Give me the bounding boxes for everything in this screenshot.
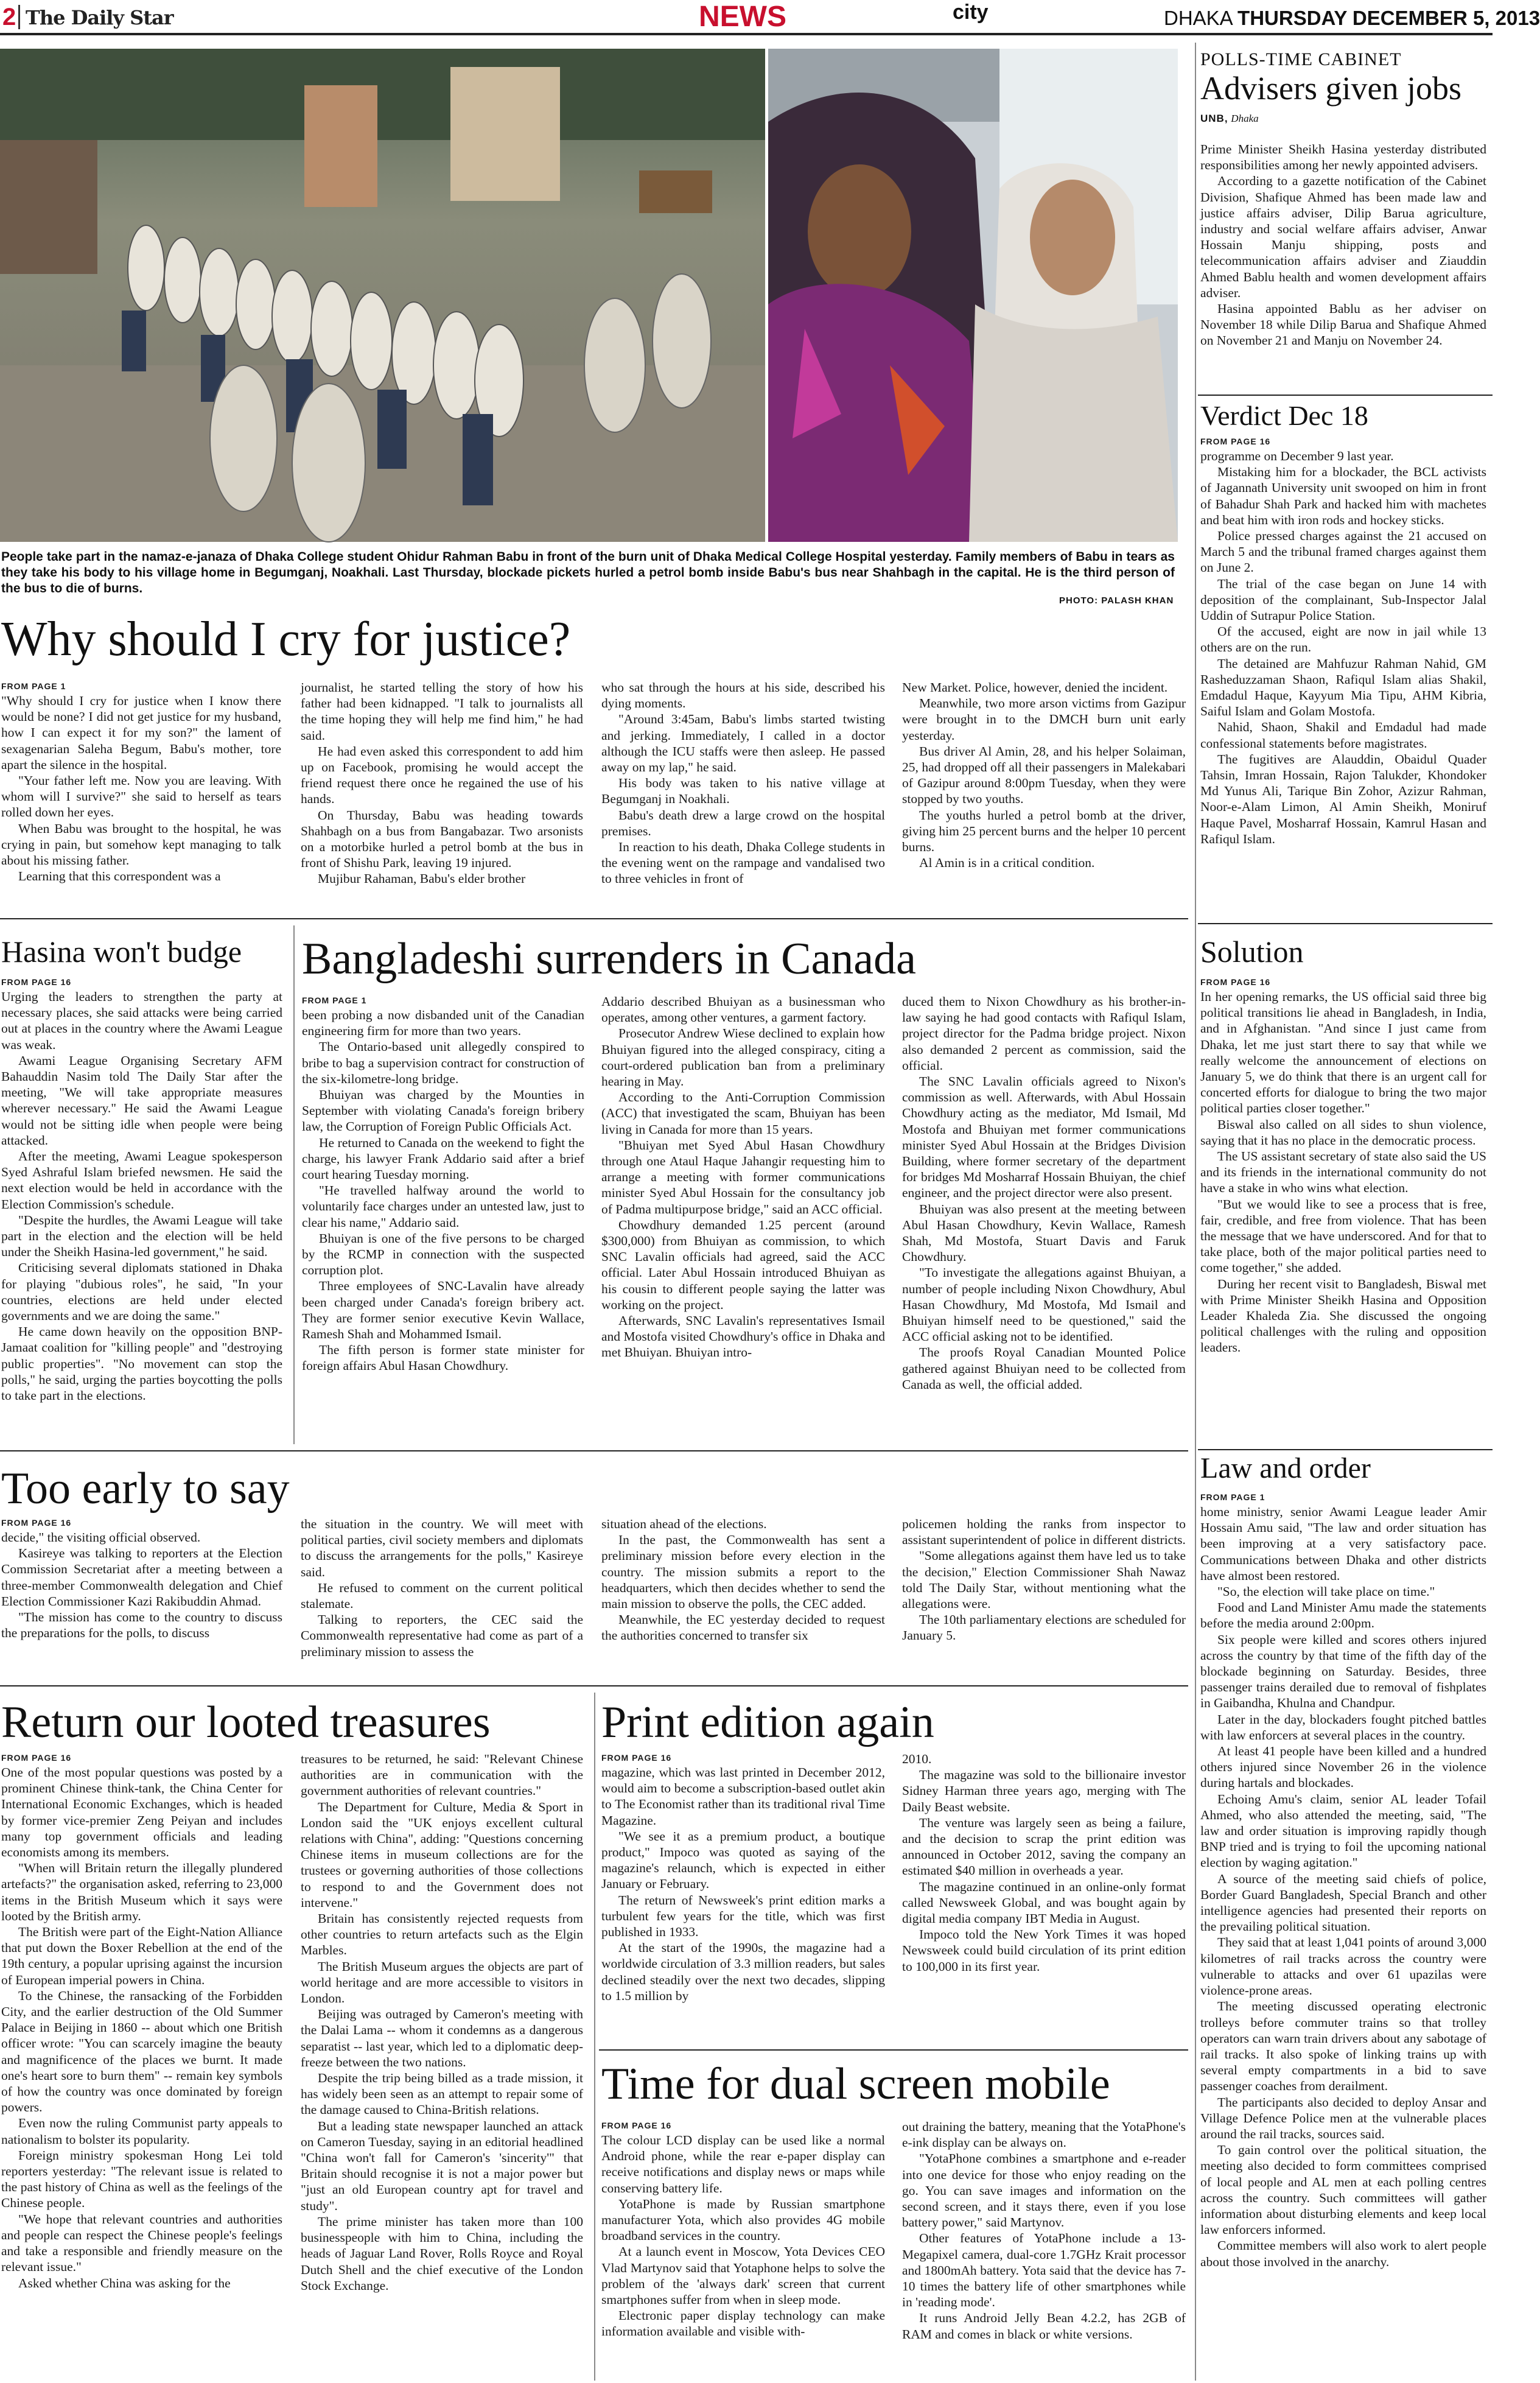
canada-p: been probing a now disbanded unit of the Canadian engineering firm for more than two years. [302, 1008, 584, 1039]
divider-cry [0, 918, 1188, 919]
early-p: Meanwhile, the EC yesterday decided to request the authorities concerned to transfer six [601, 1612, 885, 1643]
print-p: 2010. [902, 1752, 932, 1766]
solution-p: The US assistant secretary of state also said the US and its friends in the international community do not have a stake in who wins what election. [1200, 1149, 1486, 1196]
print-col-2 [902, 1751, 1186, 2043]
mobile-p: YotaPhone is made by Russian smartphone manufacturer Yota, which also provides 4G mobile broadband services in the country. [601, 2196, 885, 2244]
print-p: The magazine continued in an online-only format called Newsweek Global, and was bought again by digital media company IBT Media in August. [902, 1879, 1186, 1926]
advisers-body [1200, 141, 1486, 390]
masthead-logo: The Daily Star [26, 6, 173, 29]
divider-early [0, 1685, 1188, 1686]
dateline-city: DHAKA [1164, 7, 1232, 29]
byline-place: Dhaka [1231, 113, 1259, 124]
treasures-p: The prime minister has taken more than 100 businesspeople with him to China, including the heads of Jaguar Land Rover, Rolls Royce and Royal Dutch Shell and the chief executive of the London Stock Exchange. [301, 2214, 583, 2293]
print-p: "We see it as a premium product, a boutique product," Impoco was quoted as saying of the magazine's relaunch, which is expected in either January or February. [601, 1828, 885, 1892]
cry-col-2 [301, 679, 583, 906]
canada-p: The proofs Royal Canadian Mounted Police gathered against Bhuiyan need to be collected from Canada as well, the official added. [902, 1345, 1186, 1392]
cry-p: "Around 3:45am, Babu's limbs started twisting and jerking. Immediately, I called in a doctor although the ICU staffs were then asleep. He passed away on my lap," he said. [601, 712, 885, 775]
headline-cry: Why should I cry for justice? [1, 612, 571, 666]
subsection-label: city [953, 1, 989, 24]
early-col-4 [902, 1516, 1186, 1679]
early-p: policemen holding the ranks from inspector to assistant superintendent of police in different districts. [902, 1517, 1186, 1548]
hasina-p: "Despite the hurdles, the Awami League will take part in the election and the election will be held under the Sheikh Hasina-led government," he said. [1, 1212, 282, 1260]
divider-canada [0, 1450, 1188, 1451]
advisers-kicker: POLLS-TIME CABINET [1200, 49, 1402, 69]
print-from: FROM PAGE 16 [601, 1753, 672, 1763]
print-p: At the start of the 1990s, the magazine had a worldwide circulation of 3.3 million readers, but sales declined steadily over the next two decades, slipping to 1.5 million by [601, 1940, 885, 2003]
solution-p: Biswal also called on all sides to shun violence, saying that it has no place in the democratic process. [1200, 1117, 1486, 1148]
treasures-p: To the Chinese, the ransacking of the Forbidden City, and the earlier destruction of the Old Summer Palace in Beijing in 1860 -- about which one British officer wrote: "You can scarcely imagine the beauty and magnificence of the places we burnt. It made one's heart sore to burn them" -- remain key symbols of how the country was once dominated by foreign powers. [1, 1988, 282, 2115]
treasures-p: "When will Britain return the illegally plundered artefacts?" the organisation asked, referring to 23,000 items in the British Museum which it says were looted by the British army. [1, 1861, 282, 1923]
hasina-p: Urging the leaders to strengthen the party at necessary places, she said attacks were being carried out at places in the country where the Awami League was weak. [1, 989, 282, 1052]
cry-p: Mujibur Rahaman, Babu's elder brother [318, 871, 526, 886]
cry-col-3 [601, 679, 885, 906]
hasina-p: He came down heavily on the opposition BNP-Jamaat coalition for "killing people" and "destroying public properties". "No movement can stop the polls," he said, urging the parties boycotting the polls to take part in the elections. [1, 1324, 282, 1403]
cry-p: His body was taken to his native village at Begumganj in Noakhali. [601, 776, 885, 807]
headline-canada: Bangladeshi surrenders in Canada [302, 934, 916, 984]
print-p: Impoco told the New York Times it was hoped Newsweek could build circulation of its print edition to 100,000 in its first year. [902, 1927, 1186, 1974]
law-p: Later in the day, blockaders fought pitched battles with law enforcers at several places in the country. [1200, 1711, 1486, 1743]
solution-body [1200, 975, 1486, 1444]
right-column-rule [1195, 43, 1196, 2381]
early-col-2 [301, 1516, 583, 1679]
treasures-p: The Department for Culture, Media & Sport in London said the "UK enjoys excellent cultural relations with China", adding: "Questions concerning Chinese items in museum collections are for the trustees or governing authorities of those collections to respond to and the Government does not intervene." [301, 1799, 583, 1910]
advisers-p: Prime Minister Sheikh Hasina yesterday distributed responsibilities among her newly appointed advisers. [1200, 142, 1486, 173]
treasures-p: Despite the trip being billed as a trade mission, it has widely been seen as an attempt to repair some of the damage caused to China-British relations. [301, 2071, 583, 2118]
law-body [1200, 1490, 1486, 2379]
headline-treasures: Return our looted treasures [1, 1697, 491, 1747]
early-from: FROM PAGE 16 [1, 1518, 72, 1528]
canada-col-3 [902, 994, 1186, 1444]
law-p: At least 41 people have been killed and a hundred others injured since November 26 in the violence during hartals and blockades. [1200, 1744, 1486, 1791]
cry-p: The youths hurled a petrol bomb at the driver, giving him 25 percent burns and the helper 10 percent burns. [902, 807, 1186, 855]
law-p: Food and Land Minister Amu made the statements before the media around 2:00pm. [1200, 1600, 1486, 1631]
cry-col-1 [1, 679, 281, 906]
hasina-vertical-rule [293, 925, 295, 1444]
law-p: They said that at least 1,041 points of around 3,000 kilometres of rail tracks across the country were vulnerable to attacks and over 61 upazilas were violence-prone areas. [1200, 1935, 1486, 1998]
canada-p: Afterwards, SNC Lavalin's representatives Ismail and Mostofa visited Chowdhury's office in Dhaka and met Bhuiyan. Bhuiyan intro- [601, 1313, 885, 1360]
canada-p: "To investigate the allegations against Bhuiyan, a number of people including Nixon Chowdhury, Abul Hasan Chowdhury, Md Mostofa, Md Ismail and Bhuiyan himself need to be questioned," said the ACC official asking not to be identified. [902, 1265, 1186, 1344]
headline-solution: Solution [1200, 935, 1304, 969]
law-p: The participants also decided to deploy Ansar and Village Defence Police men at the vulnerable places around the rail tracks, sources said. [1200, 2094, 1486, 2141]
janaza-photo-image [0, 49, 765, 542]
canada-col-2 [601, 994, 885, 1444]
verdict-p: Of the accused, eight are now in jail while 13 others are on the run. [1200, 624, 1486, 655]
family-photo [768, 49, 1178, 542]
early-p: "The mission has come to the country to discuss the preparations for the polls, to discuss [1, 1610, 282, 1641]
cry-p: Learning that this correspondent was a [18, 869, 221, 884]
dateline [1164, 6, 1540, 30]
hasina-body [1, 975, 282, 1443]
canada-p: Chowdhury demanded 1.25 percent (around $300,000) from Bhuiyan as commission, to which SNC Lavalin officials had agreed, said the ACC official. Later Abul Hossain introduced Bhuiyan as his cousin to different people saying the latter was working on the project. [601, 1217, 885, 1312]
photo-credit: PHOTO: PALASH KHAN [1059, 595, 1174, 606]
early-col-3 [601, 1516, 885, 1679]
cry-p: Al Amin is in a critical condition. [919, 855, 1095, 871]
verdict-p: programme on December 9 last year. [1200, 449, 1394, 463]
header-rule [0, 33, 1493, 35]
mobile-p: It runs Android Jelly Bean 4.2.2, has 2GB of RAM and comes in black or white versions. [902, 2311, 1186, 2342]
law-p: home ministry, senior Awami League leader Amir Hossain Amu said, "The law and order situation has been improving at a very satisfactory pace. Communications between Dhaka and other districts have almost been restored. [1200, 1504, 1486, 1583]
headline-hasina: Hasina won't budge [1, 935, 242, 969]
verdict-body [1200, 435, 1486, 917]
law-p: "So, the election will take place on time." [1217, 1584, 1435, 1599]
divider-verdict [1198, 923, 1493, 924]
cry-p: "Your father left me. Now you are leaving. With whom will I survive?" she said to herself as tears rolled down her eyes. [1, 773, 281, 820]
canada-p: Bhuiyan was also present at the meeting between Abul Hasan Chowdhury, Kevin Wallace, Ramesh Shah, Md Mostofa, Stuart Davis and Faruk Chowdhury. [902, 1201, 1186, 1265]
mobile-p: At a launch event in Moscow, Yota Devices CEO Vlad Martynov said that Yotaphone helps to solve the problem of the 'always dark' screen that current smartphones suffer from when in sleep mode. [601, 2244, 885, 2308]
law-p: Six people were killed and scores others injured across the country by that time of the fifth day of the blockade beginning on Saturday. Besides, three passenger trains derailed due to removal of fishplates in Gaibandha, Khulna and Chandpur. [1200, 1632, 1486, 1711]
canada-from: FROM PAGE 1 [302, 995, 367, 1005]
canada-p: Bhuiyan is one of the five persons to be charged by the RCMP in connection with the suspected corruption plot. [302, 1230, 584, 1278]
verdict-p: The fugitives are Alauddin, Obaidul Quader Tahsin, Imran Hossain, Rajon Talukder, Khondoker Md Yunus Ali, Tarique Bin Zohor, Azizur Rahman, Noor-e-Alam Limon, Al Amin Sheikh, Moniruf Haque Pavel, Mosharraf Hossain, Kamrul Hasan and Rafiqul Islam. [1200, 751, 1486, 846]
law-from: FROM PAGE 1 [1200, 1492, 1265, 1502]
treasures-col-1 [1, 1751, 282, 2381]
treasures-p: But a leading state newspaper launched an attack on Cameron Tuesday, saying in an editorial headlined "China won't fall for Cameron's 'sincerity'" that Britain should recognise it is not a major power but "just an old European country apt for travel and study". [301, 2118, 583, 2213]
law-p: To gain control over the political situation, the meeting also decided to form committees comprised of local people and AL men at each polling centres across the country. Such committees will gather information about disturbing elements and keep local law enforcers informed. [1200, 2143, 1486, 2237]
cry-p: He had even asked this correspondent to add him up on Facebook, promising he would accept the friend request there once he regained the use of his hands. [301, 743, 583, 807]
canada-p: "Bhuiyan met Syed Abul Hasan Chowdhury through one Ataul Haque Jahangir requesting him to arrange a meeting with former communications minister Syed Abul Hossain for the consultancy job of Padma multipurpose bridge," said an ACC official. [601, 1137, 885, 1216]
early-p: In the past, the Commonwealth has sent a preliminary mission before every election in the country. The mission submits a report to the headquarters, which then decides whether to send the main mission to observe the polls, the CEC added. [601, 1532, 885, 1612]
hasina-p: Criticising several diplomats stationed in Dhaka for playing "dubious roles", he said, "In your countries, elections are held under elected governments and we are doing the same." [1, 1260, 282, 1324]
law-p: The meeting discussed operating electronic trolleys before commuter trains so that trolley operators can warn train drivers about any sabotage of rail tracks. It also spoke of linking trains up with several empty compartments in a bid to save passenger coaches from derailment. [1200, 1999, 1486, 2094]
print-p: The return of Newsweek's print edition marks a turbulent few years for the title, which was first published in 1933. [601, 1892, 885, 1940]
mobile-col-2 [902, 2119, 1186, 2381]
section-label: NEWS [699, 1, 786, 33]
early-col-1 [1, 1516, 282, 1679]
canada-p: duced them to Nixon Chowdhury as his brother-in-law saying he had good contacts with Rafiqul Islam, project director for the Padma bridge project. Nixon also demanded 2 percent as commission, said the official. [902, 994, 1186, 1073]
mobile-p: The colour LCD display can be used like a normal Android phone, while the rear e-paper display can receive notifications and display news or maps while conserving battery life. [601, 2133, 885, 2195]
page-number: 2 [2, 4, 16, 30]
hasina-p: Awami League Organising Secretary AFM Bahauddin Nasim told The Daily Star after the meeting, "We will take appropriate measures wherever necessary." He said the Awami League would not be sitting idle when people were being attacked. [1, 1053, 282, 1148]
headline-verdict: Verdict Dec 18 [1200, 400, 1368, 431]
early-p: He refused to comment on the current political stalemate. [301, 1580, 583, 1612]
treasures-p: Asked whether China was asking for the [18, 2275, 231, 2290]
canada-p: The SNC Lavalin officials agreed to Nixon's commission as well. Afterwards, with Abul Hossain Chowdhury acting as the mediator, Md Ismail, Md Mostofa and Bhuiyan met former communications minister Syed Abul Hossain at the Bridges Division Building, where former secretary of the department for bridges Md Mosharraf Hossain Bhuiyan, the chief engineer, and the project director were also present. [902, 1074, 1186, 1201]
cry-p: On Thursday, Babu was heading towards Shahbagh on a bus from Bangabazar. Two arsonists on a motorbike hurled a petrol bomb at the bus in front of Shishu Park, leaving 19 injured. [301, 807, 583, 871]
treasures-from: FROM PAGE 16 [1, 1753, 72, 1763]
early-p: "Some allegations against them have led us to take the decision," Election Commissioner Shah Nawaz told The Daily Star, without mentioning what the allegations were. [902, 1548, 1186, 1612]
verdict-from: FROM PAGE 16 [1200, 437, 1271, 446]
page-number-divider [18, 5, 20, 29]
canada-p: "He travelled halfway around the world to voluntarily face charges under an untested law, just to clear his name," Addario said. [302, 1183, 584, 1230]
law-p: A source of the meeting said chiefs of police, Border Guard Bangladesh, Special Branch and other intelligence agencies had presented their reports on the prevailing political situation. [1200, 1871, 1486, 1934]
early-p: the situation in the country. We will meet with political parties, civil society members and diplomats to discuss the arrangements for the polls," Kasireye said. [301, 1517, 583, 1579]
cry-from: FROM PAGE 1 [1, 681, 66, 691]
mobile-p: Other features of YotaPhone include a 13-Megapixel camera, dual-core 1.7GHz Krait processor and 1800mAh battery. Yota said that the device has 7-10 times the battery life of other smartphones while in 'reading mode'. [902, 2231, 1186, 2310]
verdict-p: Mistaking him for a blockader, the BCL activists of Jagannath University unit swooped on him in front of Bahadur Shah Park and hacked him with machetes and beat him with iron rods and hockey sticks. [1200, 465, 1486, 527]
treasures-vertical-rule [594, 1693, 595, 2381]
treasures-p: Foreign ministry spokesman Hong Lei told reporters yesterday: "The relevant issue is related to the past history of China as well as the feelings of the Chinese people. [1, 2147, 282, 2211]
divider-advisers [1198, 395, 1493, 396]
cry-p: When Babu was brought to the hospital, he was crying in pain, but somehow kept managing to talk about his missing father. [1, 821, 281, 868]
early-p: decide," the visiting official observed. [1, 1530, 201, 1545]
early-p: The 10th parliamentary elections are scheduled for January 5. [902, 1612, 1186, 1643]
print-p: The venture was largely seen as being a failure, and the decision to scrap the print edition was announced in October 2012, saving the company an estimated $40 million in overheads a year. [902, 1815, 1186, 1878]
divider-solution [1198, 1449, 1493, 1450]
solution-p: In her opening remarks, the US official said three big political transitions lie ahead in Bangladesh, in India, and in Afghanistan. "And since I just came from Dhaka, let me just start there to say that while we really welcome the announcement of elections on January 5, we do think that there is an urgent call for concerted efforts for dialogue to bring the two major political parties closer together." [1200, 989, 1486, 1116]
dateline-date: THURSDAY DECEMBER 5, 2013 [1237, 7, 1540, 29]
solution-p: During her recent visit to Bangladesh, Biswal met with Prime Minister Sheikh Hasina and Opposition Leader Khaleda Zia. She discussed the ongoing political challenges with the ruling and opposition leaders. [1200, 1276, 1486, 1355]
canada-p: Bhuiyan was charged by the Mounties in September with violating Canada's foreign bribery law, the Corruption of Foreign Public Officials Act. [302, 1087, 584, 1134]
early-p: Kasireye was talking to reporters at the Election Commission Secretariat after a meeting between a three-member Commonwealth delegation and Chief Election Commissioner Kazi Rakibuddin Ahmad. [1, 1546, 282, 1609]
verdict-p: Police pressed charges against the 21 accused on March 5 and the tribunal framed charges against them on June 2. [1200, 528, 1486, 575]
headline-early: Too early to say [1, 1464, 290, 1514]
cry-p: In reaction to his death, Dhaka College students in the evening went on the rampage and vandalised two to three vehicles in front of [601, 840, 885, 886]
photo-caption: People take part in the namaz-e-janaza of Dhaka College student Ohidur Rahman Babu in front of the burn unit of Dhaka Medical College Hospital yesterday. Family members of Babu in tears as they take his body to his village home in Begumganj, Noakhali. Last Thursday, blockade pickets hurled a petrol bomb inside Babu's bus near Shahbagh in the capital. He is the third person of the bus to die of burns. [1, 550, 1175, 595]
advisers-byline [1200, 112, 1259, 125]
law-p: Echoing Amu's claim, senior AL leader Tofail Ahmed, who also attended the meeting, said, "The law and order situation is improving rapidly though BNP tried and is trying to foil the upcoming national election by waging agitation." [1200, 1791, 1486, 1870]
verdict-p: Nahid, Shaon, Shakil and Emdadul had made confessional statements before magistrates. [1200, 720, 1486, 751]
family-photo-image [768, 49, 1178, 542]
solution-from: FROM PAGE 16 [1200, 977, 1271, 987]
cry-p: Babu's death drew a large crowd on the hospital premises. [601, 807, 885, 838]
solution-p: "But we would like to see a process that is free, fair, credible, and free from violence. That has been the message that we have underscored. And for that to take place, both of the major political parties need to come together," she added. [1200, 1196, 1486, 1276]
hasina-from: FROM PAGE 16 [1, 977, 72, 987]
treasures-p: The British Museum argues the objects are part of world heritage and are more accessible to visitors in London. [301, 1959, 583, 2006]
byline-agency: UNB, [1200, 113, 1228, 124]
headline-print: Print edition again [601, 1697, 934, 1747]
canada-p: Addario described Bhuiyan as a businessman who operates, among other ventures, a garment factory. [601, 994, 885, 1025]
cry-col-4 [902, 679, 1186, 906]
headline-law: Law and order [1200, 1452, 1371, 1484]
headline-mobile: Time for dual screen mobile [601, 2059, 1110, 2109]
canada-p: Three employees of SNC-Lavalin have already been charged under Canada's foreign bribery act. They are former senior executive Kevin Wallace, Ramesh Shah and Mohammed Ismail. [302, 1279, 584, 1342]
advisers-p: According to a gazette notification of the Cabinet Division, Shafique Ahmed has been made law and justice affairs adviser, Dilip Barua agriculture, industry and social welfare affairs adviser, Anwar Hossain Manju shipping, posts and telecommunication affairs adviser and Ziauddin Ahmed Bablu health and women development affairs adviser. [1200, 174, 1486, 300]
mobile-p: "YotaPhone combines a smartphone and e-reader into one device for those who enjoy reading on the go. You can save images and information on the second screen, and it stays there, even if you lose battery power," said Martynov. [902, 2151, 1186, 2230]
early-p: situation ahead of the elections. [601, 1517, 767, 1531]
treasures-p: "We hope that relevant countries and authorities and people can respect the Chinese people's feelings and take a responsible and friendly measure on the relevant issue." [1, 2211, 282, 2275]
canada-p: Prosecutor Andrew Wiese declined to explain how Bhuiyan figured into the alleged conspiracy, citing a court-ordered publication ban from a preliminary hearing in May. [601, 1026, 885, 1089]
divider-print [599, 2049, 1188, 2051]
canada-p: The Ontario-based unit allegedly conspired to bribe to bag a supervision contract for construction of the six-kilometre-long bridge. [302, 1039, 584, 1086]
cry-p: New Market. Police, however, denied the incident. [902, 680, 1168, 695]
print-p: The magazine was sold to the billionaire investor Sidney Harman three years ago, merging with The Daily Beast website. [902, 1767, 1186, 1814]
treasures-p: Even now the ruling Communist party appeals to nationalism to bolster its popularity. [1, 2116, 282, 2147]
mobile-col-1 [601, 2119, 885, 2381]
cry-p: journalist, he started telling the story of how his father had been kidnapped. "I talk to journalists all the time hoping they will help me find him," he had said. [301, 680, 583, 743]
advisers-p: Hasina appointed Bablu as her adviser on November 18 while Dilip Barua and Shafique Ahmed on November 21 and Manju on November 24. [1200, 301, 1486, 348]
cry-p: Meanwhile, two more arson victims from Gazipur were brought in to the DMCH burn unit early yesterday. [902, 696, 1186, 743]
mobile-from: FROM PAGE 16 [601, 2121, 672, 2130]
treasures-p: Britain has consistently rejected requests from other countries to return artefacts such as the Elgin Marbles. [301, 1911, 583, 1958]
early-p: Talking to reporters, the CEC said the Commonwealth representative had come as part of a preliminary mission to assess the [301, 1612, 583, 1659]
headline-advisers: Advisers given jobs [1200, 70, 1461, 107]
print-col-1 [601, 1751, 885, 2043]
canada-col-1 [302, 994, 584, 1444]
verdict-p: The trial of the case began on June 14 with deposition of the complainant, Sub-Inspector Jalal Uddin of Sutrapur Police Station. [1200, 576, 1486, 623]
canada-p: According to the Anti-Corruption Commission (ACC) that investigated the scam, Bhuiyan has been living in Canada for more than 15 years. [601, 1090, 885, 1137]
mobile-p: out draining the battery, meaning that the YotaPhone's e-ink display can be always on. [902, 2119, 1186, 2150]
janaza-photo [0, 49, 765, 542]
cry-p: who sat through the hours at his side, described his dying moments. [601, 680, 885, 711]
law-p: Committee members will also work to alert people about those involved in the anarchy. [1200, 2238, 1486, 2269]
treasures-col-2 [301, 1751, 583, 2381]
cry-p: Bus driver Al Amin, 28, and his helper Solaiman, 25, had dropped off all their passengers in Malekabari of Gazipur around 8:00pm Tuesday, when they were stopped by two youths. [902, 743, 1186, 807]
treasures-p: Beijing was outraged by Cameron's meeting with the Dalai Lama -- whom it condemns as a dangerous separatist -- last year, which led to a diplomatic deep-freeze between the two nations. [301, 2007, 583, 2069]
treasures-p: treasures to be returned, he said: "Relevant Chinese authorities are in communication with the government authorities of relevant countries." [301, 1752, 583, 1799]
hasina-p: After the meeting, Awami League spokesperson Syed Ashraful Islam briefed newsmen. He said the next election would be held in accordance with the Election Commission's schedule. [1, 1149, 282, 1212]
treasures-p: The British were part of the Eight-Nation Alliance that put down the Boxer Rebellion at the end of the 19th century, a popular uprising against the incursion of European imperial powers in China. [1, 1925, 282, 1987]
treasures-p: One of the most popular questions was posted by a prominent Chinese think-tank, the China Center for International Economic Exchanges, which is headed by former vice-premier Zeng Peiyan and includes many top government officials and leading economists among its members. [1, 1765, 282, 1860]
mobile-p: Electronic paper display technology can make information available and visible with- [601, 2308, 885, 2339]
canada-p: The fifth person is former state minister for foreign affairs Abul Hasan Chowdhury. [302, 1342, 584, 1374]
cry-p: "Why should I cry for justice when I know there would be none? I did not get justice for my husband, how I can expect it for my son?" the lament of sexagenarian Saleha Begum, Babu's mother, tore apart the silence in the hospital. [1, 693, 281, 772]
print-p: magazine, which was last printed in December 2012, would aim to become a subscription-based outlet akin to The Economist rather than its traditional rival Time Magazine. [601, 1765, 885, 1828]
verdict-p: The detained are Mahfuzur Rahman Nahid, GM Rasheduzzaman Shaon, Rafiqul Islam alias Shakil, Emdadul Haque, Kayyum Mia Tipu, AHM Kibria, Saiful Islam and Golam Mostofa. [1200, 656, 1486, 719]
canada-p: He returned to Canada on the weekend to fight the charge, his lawyer Frank Addario said after a brief court hearing Tuesday morning. [302, 1135, 584, 1182]
